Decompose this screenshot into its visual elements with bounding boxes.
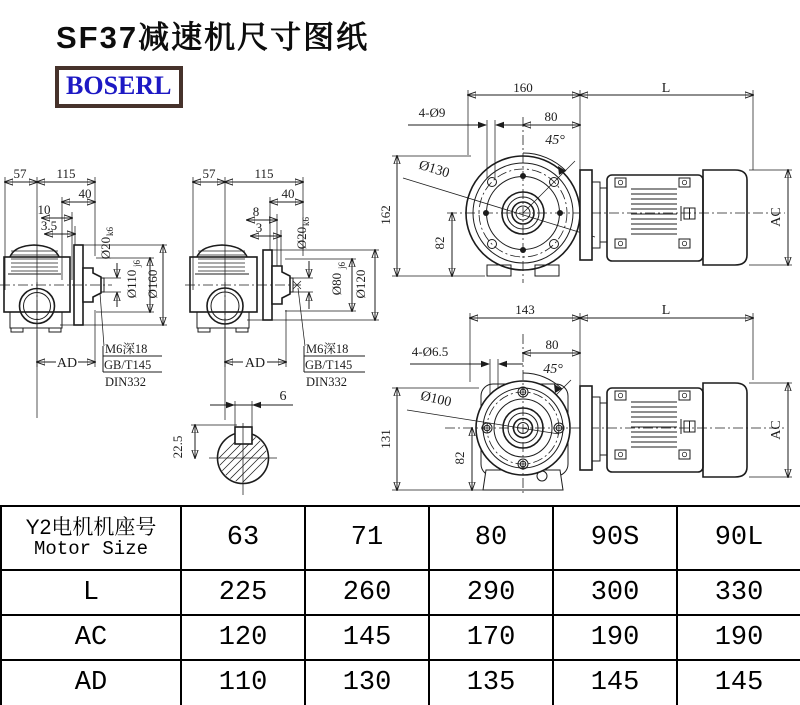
dim-L: L bbox=[661, 303, 671, 318]
note-gb: GB/T145 bbox=[104, 358, 152, 372]
row-label: AC bbox=[1, 615, 181, 660]
dim-key-depth: 22.5 bbox=[170, 435, 185, 459]
motor-size-header bbox=[1, 506, 181, 570]
dim-L: L bbox=[661, 81, 671, 96]
dim-holes: 4-Ø6.5 bbox=[411, 344, 449, 359]
col-header: 71 bbox=[305, 506, 429, 570]
dim-57: 57 bbox=[13, 166, 27, 181]
dim-pilot-tol: j6 bbox=[132, 259, 142, 267]
tr-right-dimensions bbox=[749, 170, 792, 265]
shaft-section-view bbox=[165, 385, 330, 510]
motor-size-header-en: Motor Size bbox=[33, 538, 149, 561]
dim-ad: AD bbox=[244, 356, 266, 371]
page-title: SF37减速机尺寸图纸 bbox=[56, 20, 370, 55]
tr-motor-fins bbox=[631, 189, 677, 234]
dim-82: 82 bbox=[452, 451, 467, 465]
cell: 190 bbox=[677, 615, 800, 660]
cell: 190 bbox=[553, 615, 677, 660]
brand-logo-text: BOSERL bbox=[66, 71, 172, 100]
table-header-row bbox=[1, 506, 800, 570]
row-label: AD bbox=[1, 660, 181, 705]
middle-top-dimensions bbox=[193, 166, 303, 236]
dim-shaft-dia: Ø20 bbox=[98, 236, 113, 260]
dim-8: 8 bbox=[252, 204, 260, 219]
cell: 290 bbox=[429, 570, 553, 615]
dim-45deg: 45° bbox=[545, 133, 565, 148]
dim-shaft-tol: k6 bbox=[105, 227, 115, 236]
front-view-large bbox=[378, 80, 800, 300]
col-header: 90S bbox=[553, 506, 677, 570]
dim-82: 82 bbox=[432, 236, 447, 250]
front-view-small bbox=[378, 300, 800, 505]
dim-bolt-circle: Ø130 bbox=[416, 157, 452, 182]
cell: 260 bbox=[305, 570, 429, 615]
row-label: L bbox=[1, 570, 181, 615]
left-ad-dimension bbox=[37, 310, 95, 371]
shaft-key-width-dim bbox=[210, 389, 293, 427]
tr-flange bbox=[403, 117, 785, 283]
dim-131: 131 bbox=[378, 429, 393, 449]
cell: 135 bbox=[429, 660, 553, 705]
dim-160: 160 bbox=[513, 80, 533, 95]
cell: 110 bbox=[181, 660, 305, 705]
dim-40: 40 bbox=[281, 186, 295, 201]
dim-ac: AC bbox=[769, 420, 784, 440]
left-thread-note bbox=[100, 293, 162, 389]
dim-flange-dia: Ø160 bbox=[145, 269, 160, 299]
note-thread: M6深18 bbox=[105, 342, 148, 356]
dim-57: 57 bbox=[202, 166, 216, 181]
dim-flange-dia: Ø120 bbox=[353, 269, 368, 299]
cell: 225 bbox=[181, 570, 305, 615]
dim-10: 10 bbox=[37, 202, 51, 217]
motor-size-header-cn: Y2电机机座号 bbox=[25, 516, 157, 539]
dim-3-5: 3.5 bbox=[40, 218, 58, 233]
br-flange bbox=[407, 334, 785, 496]
cell: 330 bbox=[677, 570, 800, 615]
dim-key-width: 6 bbox=[279, 389, 287, 404]
cell: 145 bbox=[553, 660, 677, 705]
note-din: DIN332 bbox=[306, 375, 347, 389]
dim-ad: AD bbox=[56, 356, 78, 371]
dim-115: 115 bbox=[56, 166, 76, 181]
dim-bolt-circle: Ø100 bbox=[418, 388, 453, 411]
col-header: 63 bbox=[181, 506, 305, 570]
cell: 120 bbox=[181, 615, 305, 660]
cell: 170 bbox=[429, 615, 553, 660]
dim-holes: 4-Ø9 bbox=[418, 105, 446, 120]
col-header: 90L bbox=[677, 506, 800, 570]
middle-gearbox-body bbox=[185, 245, 301, 332]
dim-pilot-dia: Ø110 bbox=[124, 269, 139, 299]
left-side-view bbox=[0, 160, 185, 465]
shaft-depth-dim bbox=[170, 425, 237, 458]
table-row bbox=[1, 570, 800, 615]
table-row bbox=[1, 660, 800, 705]
left-top-dimensions bbox=[5, 166, 95, 234]
middle-ad-dimension bbox=[225, 310, 286, 371]
dim-45deg: 45° bbox=[543, 362, 563, 377]
note-din: DIN332 bbox=[105, 375, 146, 389]
dim-3: 3 bbox=[255, 220, 263, 235]
shaft-section-geometry bbox=[193, 423, 293, 495]
cell: 145 bbox=[677, 660, 800, 705]
dim-pilot-dia: Ø80 bbox=[329, 272, 344, 296]
middle-thread-note bbox=[298, 288, 365, 389]
cell: 145 bbox=[305, 615, 429, 660]
shaft-keyway bbox=[235, 427, 252, 444]
col-header: 80 bbox=[429, 506, 553, 570]
dim-shaft-dia: Ø20 bbox=[294, 226, 309, 250]
dim-40: 40 bbox=[78, 186, 92, 201]
note-thread: M6深18 bbox=[306, 342, 349, 356]
dim-143: 143 bbox=[515, 302, 535, 317]
table-row bbox=[1, 615, 800, 660]
br-motor-fins bbox=[631, 402, 677, 447]
dim-shaft-tol: k6 bbox=[301, 217, 311, 226]
note-gb: GB/T145 bbox=[305, 358, 353, 372]
brand-logo bbox=[55, 66, 183, 108]
dimension-table bbox=[0, 505, 800, 705]
dim-pilot-tol: j6 bbox=[337, 261, 347, 269]
cell: 300 bbox=[553, 570, 677, 615]
dim-ac: AC bbox=[769, 207, 784, 227]
tr-motor bbox=[580, 170, 747, 265]
br-right-dimensions bbox=[749, 383, 792, 477]
dim-80: 80 bbox=[545, 337, 559, 352]
dim-115: 115 bbox=[254, 166, 274, 181]
br-motor bbox=[580, 383, 747, 477]
dim-162: 162 bbox=[378, 205, 393, 225]
dim-80: 80 bbox=[544, 109, 558, 124]
cell: 130 bbox=[305, 660, 429, 705]
